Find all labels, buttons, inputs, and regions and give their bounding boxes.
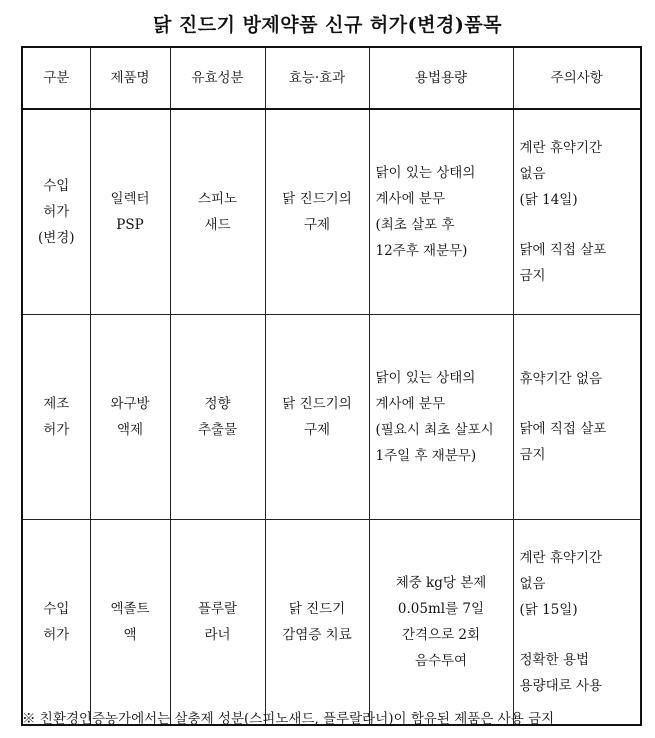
dosage-cell: 닭이 있는 상태의 계사에 분무 (필요시 최초 살포시 1주일 후 재분무) [369, 315, 513, 520]
ingredient-cell: 플루랄 라너 [170, 520, 265, 726]
header-efficacy: 효능·효과 [265, 47, 369, 109]
table-row [22, 520, 641, 726]
header-row [22, 47, 641, 109]
category-cell: 수입 허가 (변경) [22, 109, 90, 315]
spacer [520, 623, 637, 647]
ingredient-cell: 스피노 새드 [170, 109, 265, 315]
header-category: 구분 [22, 47, 90, 109]
caution-cell: 계란 휴약기간 없음 (닭 15일) 정확한 용법 용량대로 사용 [513, 520, 641, 726]
page-title: 닭 진드기 방제약품 신규 허가(변경)품목 [152, 14, 503, 36]
footnote: ※ 친환경인증농가에서는 살충제 성분(스피노새드, 플루랄라너)이 함유된 제품은 사용 금지 [22, 711, 555, 727]
product-cell: 일렉터 PSP [90, 109, 170, 315]
category-cell: 수입 허가 [22, 520, 90, 726]
dosage-cell: 체중 kg당 본제 0.05ml를 7일 간격으로 2회 음수투여 [369, 520, 513, 726]
table-row [22, 109, 641, 315]
category-cell: 제조 허가 [22, 315, 90, 520]
efficacy-cell: 닭 진드기의 구제 [265, 315, 369, 520]
table-row [22, 315, 641, 520]
efficacy-cell: 닭 진드기의 구제 [265, 109, 369, 315]
product-cell: 엑졸트 액 [90, 520, 170, 726]
dosage-cell: 닭이 있는 상태의 계사에 분무 (최초 살포 후 12주후 재분무) [369, 109, 513, 315]
ingredient-cell: 정향 추출물 [170, 315, 265, 520]
header-ingredient: 유효성분 [170, 47, 265, 109]
header-dosage: 용법용량 [369, 47, 513, 109]
caution-cell: 계란 휴약기간 없음 (닭 14일) 닭에 직접 살포 금지 [513, 109, 641, 315]
efficacy-cell: 닭 진드기 감염증 치료 [265, 520, 369, 726]
caution-cell: 휴약기간 없음 닭에 직접 살포 금지 [513, 315, 641, 520]
header-product: 제품명 [90, 47, 170, 109]
product-table [21, 46, 642, 726]
spacer [520, 392, 637, 416]
header-caution: 주의사항 [513, 47, 641, 109]
spacer [520, 213, 637, 237]
product-cell: 와구방 액제 [90, 315, 170, 520]
